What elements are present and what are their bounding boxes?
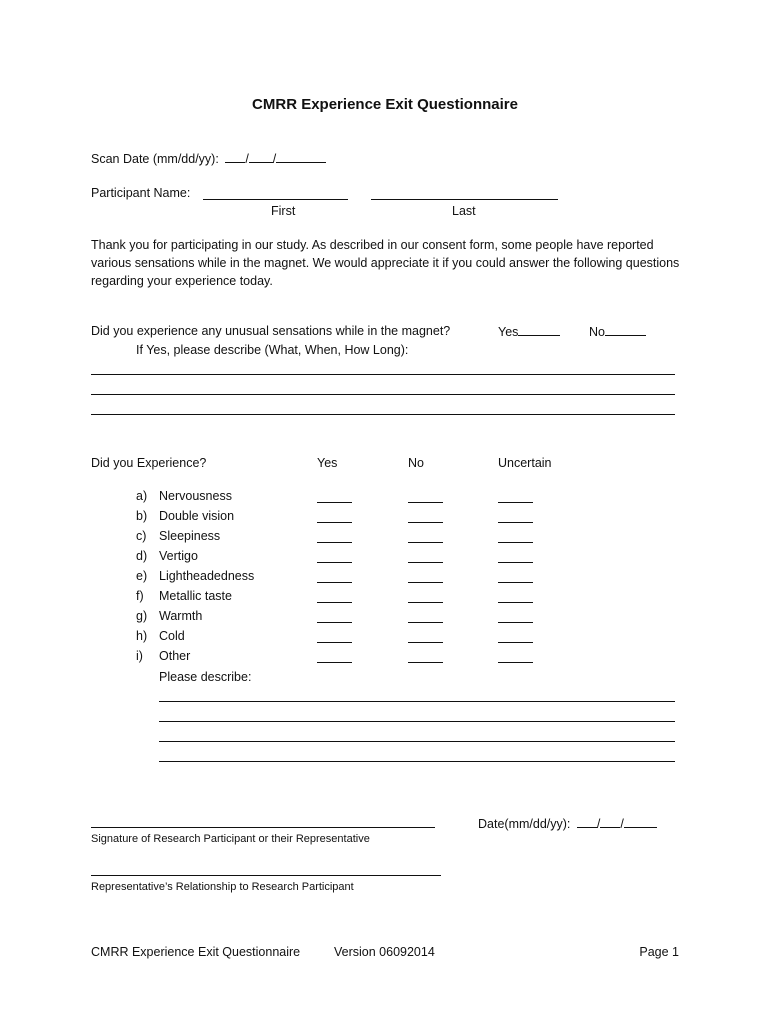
uncertain-blank[interactable] — [498, 662, 533, 663]
first-name-caption: First — [271, 204, 296, 218]
item-label: Vertigo — [159, 549, 198, 563]
no-blank[interactable] — [408, 622, 443, 623]
scan-date-label: Scan Date (mm/dd/yy): — [91, 152, 219, 166]
yes-blank[interactable] — [317, 602, 352, 603]
scan-date-year-field[interactable] — [276, 150, 326, 163]
list-item — [0, 608, 770, 628]
signature-date-row: Date(mm/dd/yy): / / — [478, 815, 657, 832]
item-letter: e) — [136, 569, 148, 583]
q2-please-describe: Please describe: — [159, 670, 252, 684]
q1-describe-prompt: If Yes, please describe (What, When, How Long): — [136, 343, 409, 357]
signature-date-month-field[interactable] — [577, 815, 597, 828]
q2-col-no: No — [408, 456, 424, 470]
signature-date-year-field[interactable] — [624, 815, 657, 828]
signature-line[interactable] — [91, 827, 435, 828]
item-letter: g) — [136, 609, 148, 623]
q1-answer-line-1[interactable] — [91, 374, 675, 375]
q1-no-blank[interactable] — [605, 323, 646, 336]
footer-version: Version 06092014 — [334, 945, 435, 959]
q2-describe-line-1[interactable] — [159, 701, 675, 702]
uncertain-blank[interactable] — [498, 522, 533, 523]
yes-blank[interactable] — [317, 622, 352, 623]
list-item — [0, 488, 770, 508]
yes-blank[interactable] — [317, 642, 352, 643]
no-blank[interactable] — [408, 502, 443, 503]
no-blank[interactable] — [408, 662, 443, 663]
last-name-field[interactable] — [371, 199, 558, 200]
q1-yes-label: Yes — [498, 325, 519, 339]
scan-date-month-field[interactable] — [225, 150, 245, 163]
q1-no-option[interactable] — [589, 323, 646, 340]
yes-blank[interactable] — [317, 542, 352, 543]
q1-question: Did you experience any unusual sensations while in the magnet? — [91, 324, 451, 338]
page-title: CMRR Experience Exit Questionnaire — [252, 96, 518, 113]
list-item — [0, 508, 770, 528]
relationship-caption: Representative’s Relationship to Research Participant — [91, 881, 354, 893]
item-letter: d) — [136, 549, 148, 563]
uncertain-blank[interactable] — [498, 622, 533, 623]
uncertain-blank[interactable] — [498, 542, 533, 543]
no-blank[interactable] — [408, 542, 443, 543]
signature-date-day-field[interactable] — [600, 815, 620, 828]
uncertain-blank[interactable] — [498, 582, 533, 583]
list-item — [0, 528, 770, 548]
participant-name-label: Participant Name: — [91, 186, 191, 200]
item-label: Double vision — [159, 509, 235, 523]
uncertain-blank[interactable] — [498, 642, 533, 643]
q1-yes-option[interactable] — [498, 323, 560, 340]
list-item — [0, 568, 770, 588]
item-letter: a) — [136, 489, 148, 503]
item-label: Other — [159, 649, 191, 663]
item-label: Nervousness — [159, 489, 232, 503]
item-label: Lightheadedness — [159, 569, 255, 583]
item-label: Cold — [159, 629, 185, 643]
footer-doc-name: CMRR Experience Exit Questionnaire — [91, 945, 301, 959]
yes-blank[interactable] — [317, 582, 352, 583]
q1-no-label: No — [589, 325, 605, 339]
last-name-caption: Last — [452, 204, 476, 218]
q2-describe-line-3[interactable] — [159, 741, 675, 742]
item-label: Metallic taste — [159, 589, 232, 603]
q2-describe-line-4[interactable] — [159, 761, 675, 762]
list-item — [0, 628, 770, 648]
no-blank[interactable] — [408, 582, 443, 583]
yes-blank[interactable] — [317, 522, 352, 523]
intro-paragraph: Thank you for participating in our study. As described in our consent form, some people have reported various sensations while in the magnet. We would appreciate it if you could answer the following questions regarding your experience today. — [91, 238, 680, 288]
signature-caption: Signature of Research Participant or their Representative — [91, 833, 370, 845]
yes-blank[interactable] — [317, 662, 352, 663]
item-letter: c) — [136, 529, 147, 543]
no-blank[interactable] — [408, 522, 443, 523]
item-label: Sleepiness — [159, 529, 221, 543]
q2-col-yes: Yes — [317, 456, 338, 470]
list-item — [0, 588, 770, 608]
uncertain-blank[interactable] — [498, 602, 533, 603]
q2-describe-line-2[interactable] — [159, 721, 675, 722]
q1-yes-blank[interactable] — [518, 323, 560, 336]
list-item — [0, 548, 770, 568]
item-label: Warmth — [159, 609, 203, 623]
list-item — [0, 648, 770, 668]
no-blank[interactable] — [408, 562, 443, 563]
yes-blank[interactable] — [317, 502, 352, 503]
signature-date-label: Date(mm/dd/yy): — [478, 817, 571, 831]
relationship-line[interactable] — [91, 875, 441, 876]
q1-answer-line-2[interactable] — [91, 394, 675, 395]
item-letter: i) — [136, 649, 143, 663]
uncertain-blank[interactable] — [498, 562, 533, 563]
item-letter: b) — [136, 509, 148, 523]
footer-page-number: Page 1 — [639, 945, 679, 959]
scan-date-day-field[interactable] — [249, 150, 273, 163]
first-name-field[interactable] — [203, 199, 348, 200]
scan-date-row: Scan Date (mm/dd/yy): / / — [91, 150, 326, 167]
q1-answer-line-3[interactable] — [91, 414, 675, 415]
no-blank[interactable] — [408, 602, 443, 603]
item-letter: h) — [136, 629, 148, 643]
item-letter: f) — [136, 589, 144, 603]
yes-blank[interactable] — [317, 562, 352, 563]
uncertain-blank[interactable] — [498, 502, 533, 503]
q2-header: Did you Experience? — [91, 456, 207, 470]
q2-col-uncertain: Uncertain — [498, 456, 552, 470]
no-blank[interactable] — [408, 642, 443, 643]
